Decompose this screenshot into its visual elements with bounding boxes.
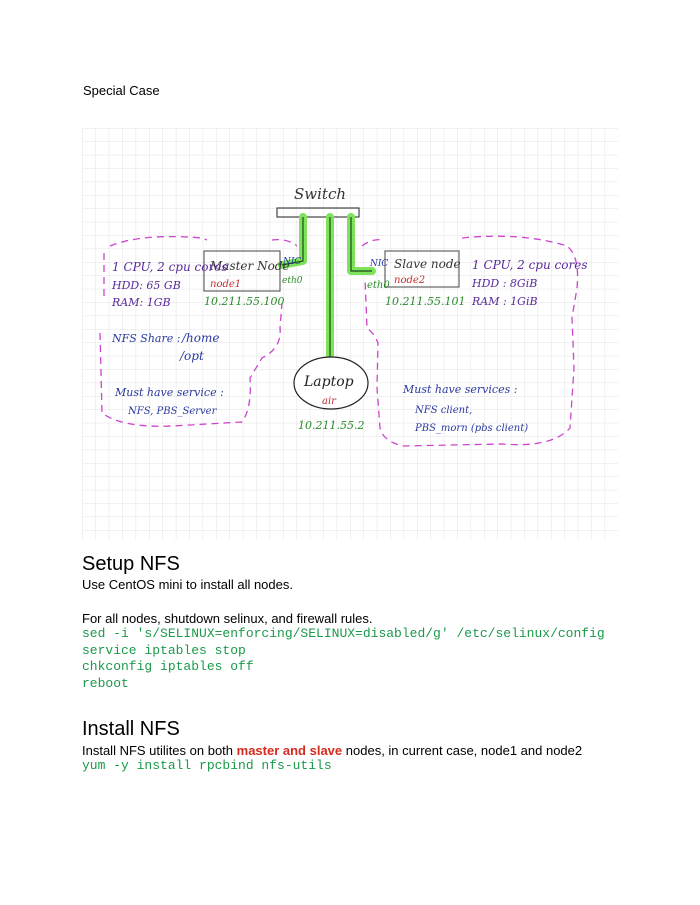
master-ip: 10.211.55.100 bbox=[204, 295, 285, 308]
slave-nic-label: NIC bbox=[370, 259, 389, 269]
code-line: service iptables stop bbox=[82, 642, 246, 658]
install-heading: Install NFS bbox=[82, 718, 180, 740]
code-line: sed -i 's/SELINUX=enforcing/SELINUX=disabled/g' /etc/selinux/config bbox=[82, 626, 605, 641]
install-text-before: Install NFS utilites on both bbox=[82, 743, 237, 758]
slave-spec-cpu: 1 CPU, 2 cpu cores bbox=[472, 258, 588, 272]
setup-code-block bbox=[82, 626, 605, 692]
setup-heading: Setup NFS bbox=[82, 553, 180, 575]
master-nfs-path-opt: /opt bbox=[180, 349, 204, 363]
switch-label: Switch bbox=[294, 185, 347, 203]
install-line bbox=[82, 743, 582, 758]
master-spec-ram: RAM: 1GB bbox=[112, 296, 171, 309]
master-services: NFS, PBS_Server bbox=[128, 406, 217, 417]
network-diagram bbox=[82, 128, 618, 540]
master-nfs-share-label: NFS Share : bbox=[112, 332, 181, 345]
setup-line-1: Use CentOS mini to install all nodes. bbox=[82, 577, 293, 592]
master-spec-hdd: HDD: 65 GB bbox=[112, 279, 181, 292]
laptop-sub: air bbox=[322, 396, 336, 407]
slave-service-nfs: NFS client, bbox=[415, 405, 473, 416]
master-box-sub: node1 bbox=[210, 279, 242, 290]
slave-ip: 10.211.55.101 bbox=[385, 295, 466, 308]
slave-service-pbs: PBS_morn (pbs client) bbox=[415, 423, 529, 434]
setup-line-2: For all nodes, shutdown selinux, and firewall rules. bbox=[82, 611, 373, 626]
master-nic-label: NIC bbox=[283, 257, 302, 267]
master-services-label: Must have service : bbox=[115, 386, 224, 399]
install-text-after: nodes, in current case, node1 and node2 bbox=[342, 743, 583, 758]
laptop-label: Laptop bbox=[304, 374, 354, 390]
master-box-title: Master Node bbox=[210, 259, 290, 273]
slave-spec-ram: RAM : 1GiB bbox=[472, 295, 538, 308]
master-eth-label: eth0 bbox=[282, 276, 303, 286]
slave-box-sub: node2 bbox=[394, 275, 426, 286]
master-spec-cpu: 1 CPU, 2 cpu cores bbox=[112, 260, 228, 274]
slave-services-label: Must have services : bbox=[403, 383, 518, 396]
master-nfs-path-home: /home bbox=[182, 331, 220, 345]
slave-eth-label: eth0 bbox=[367, 280, 390, 291]
install-text-highlight: master and slave bbox=[236, 743, 343, 758]
slave-box-title: Slave node bbox=[394, 257, 461, 271]
install-code: yum -y install rpcbind nfs-utils bbox=[82, 758, 332, 773]
slave-spec-hdd: HDD : 8GiB bbox=[472, 277, 538, 290]
code-line: reboot bbox=[82, 675, 129, 691]
section-label: Special Case bbox=[83, 83, 160, 98]
laptop-ip: 10.211.55.2 bbox=[298, 419, 365, 432]
code-line: chkconfig iptables off bbox=[82, 659, 254, 674]
